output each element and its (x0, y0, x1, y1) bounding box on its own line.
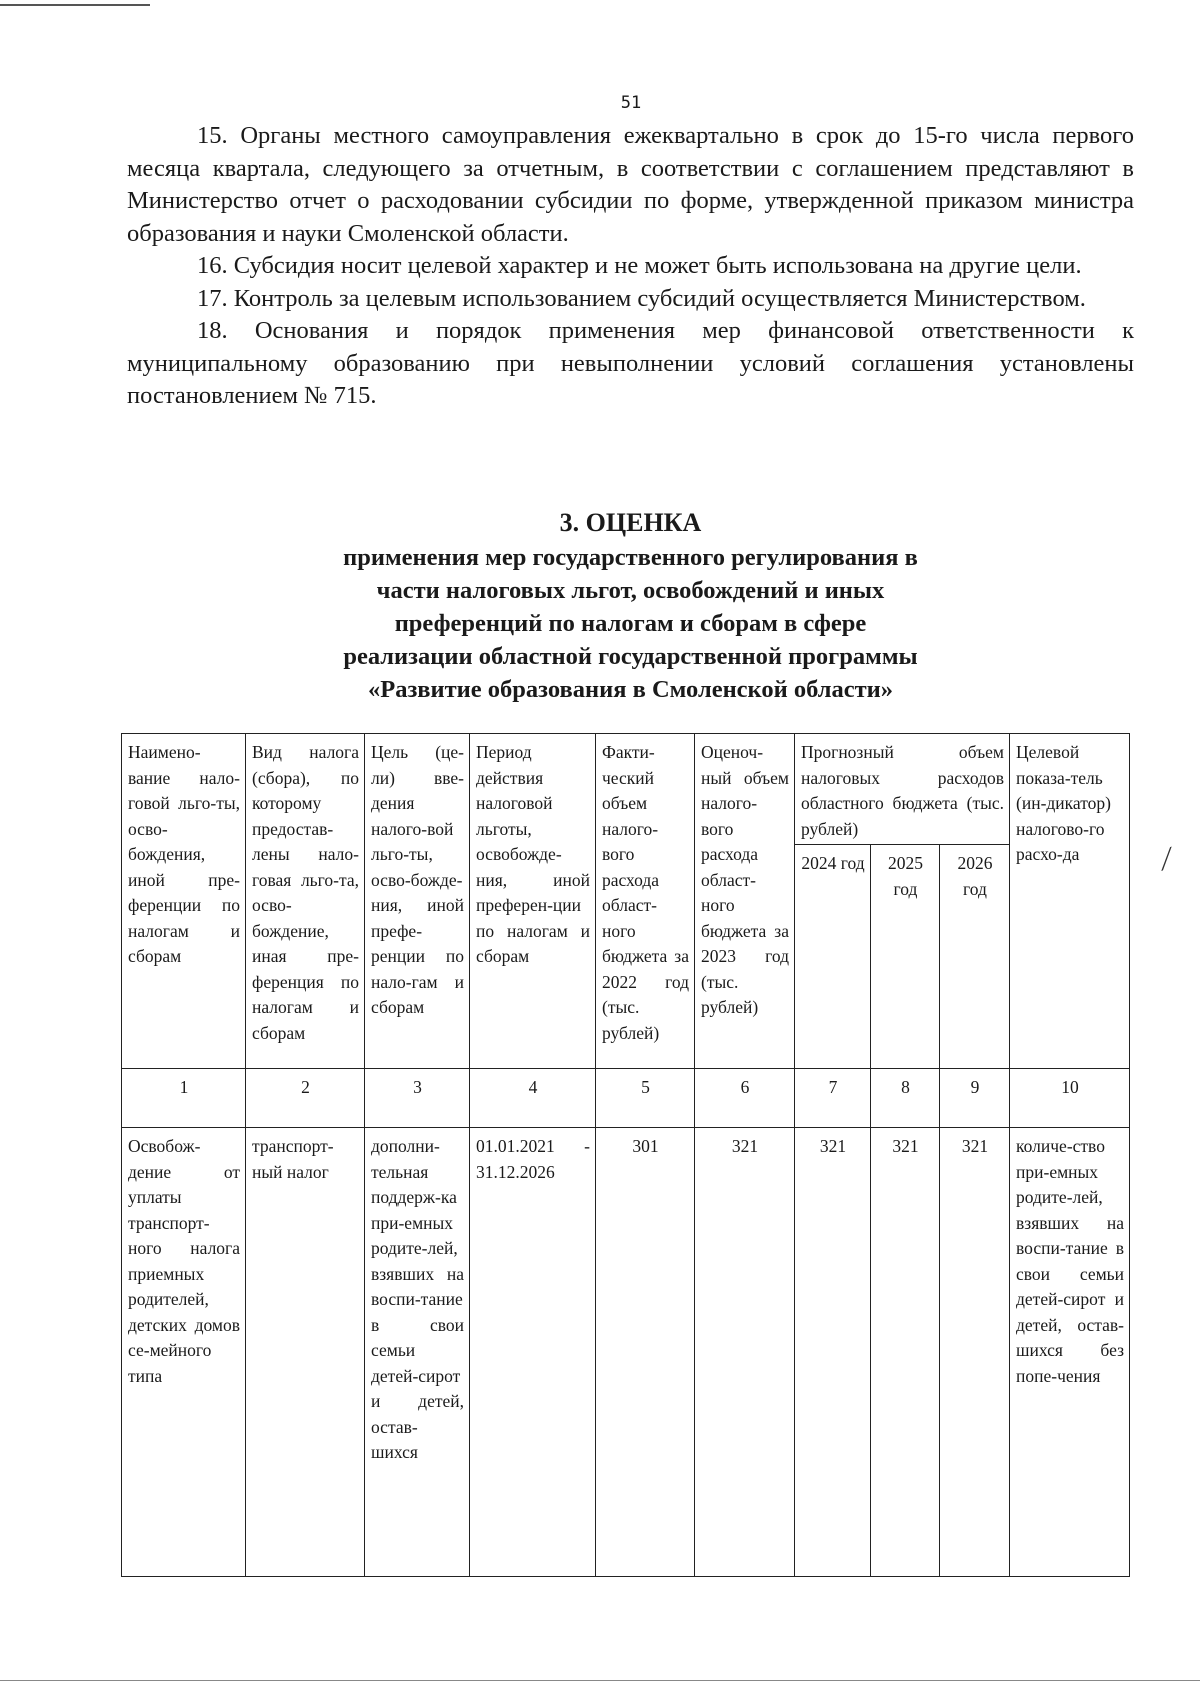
table-header-row (122, 734, 1130, 845)
header-cell: Наимено-вание нало-говой льго-ты, осво-бождения, иной пре-ференции по налогам и сборам (122, 734, 246, 1069)
section-heading (127, 506, 1134, 706)
column-number: 4 (470, 1069, 596, 1128)
scan-edge-line (0, 1680, 1200, 1681)
cell-indicator: количе-ство при-емных родите-лей, взявших на воспи-тание в свои семьи детей-сирот и детей, остав-шихся без попе-чения (1010, 1128, 1130, 1577)
header-cell-year: 2025 год (871, 845, 940, 1069)
section-title-line: применения мер государственного регулирования в (343, 544, 918, 571)
cell-actual-2022: 301 (596, 1128, 695, 1577)
header-cell: Цель (це-ли) вве-дения налого-вой льго-ты, осво-божде-ния, иной префе-ренции по нало-гам и сборам (365, 734, 470, 1069)
paragraph-18: 18. Основания и порядок применения мер финансовой ответственности к муниципальному образованию при невыполнении условий соглашения установлены постановлением № 715. (127, 317, 1134, 409)
column-number: 9 (940, 1069, 1010, 1128)
cell-benefit-name: Освобож-дение от уплаты транспорт-ного налога приемных родителей, детских домов се-мейного типа (122, 1128, 246, 1577)
cell-forecast-2024: 321 (795, 1128, 871, 1577)
page-number: 51 (620, 93, 642, 113)
cell-estimate-2023: 321 (695, 1128, 795, 1577)
column-number: 10 (1010, 1069, 1130, 1128)
tax-expenditure-table (121, 733, 1130, 1577)
header-cell-year: 2024 год (795, 845, 871, 1069)
cell-period: 01.01.2021 - 31.12.2026 (470, 1128, 596, 1577)
header-cell: Оценоч-ный объем налого-вого расхода област-ного бюджета за 2023 год (тыс. рублей) (695, 734, 795, 1069)
cell-forecast-2026: 321 (940, 1128, 1010, 1577)
section-title-line: части налоговых льгот, освобождений и иных (376, 577, 885, 604)
column-number-row (122, 1069, 1130, 1128)
section-title-line: преференций по налогам и сборам в сфере (394, 610, 867, 637)
header-cell: Факти-ческий объем налого-вого расхода област-ного бюджета за 2022 год (тыс. рублей) (596, 734, 695, 1069)
cell-forecast-2025: 321 (871, 1128, 940, 1577)
header-cell: Целевой показа-тель (ин-дикатор) налогово-го расхо-да (1010, 734, 1130, 1069)
header-cell: Период действия налоговой льготы, освобожде-ния, иной преферен-ции по налогам и сборам (470, 734, 596, 1069)
header-cell-year: 2026 год (940, 845, 1010, 1069)
column-number: 5 (596, 1069, 695, 1128)
scan-edge-line (0, 4, 150, 6)
body-text (127, 120, 1134, 413)
cell-tax-type: транспорт-ный налог (246, 1128, 365, 1577)
column-number: 8 (871, 1069, 940, 1128)
column-number: 2 (246, 1069, 365, 1128)
section-title-line: реализации областной государственной программы (343, 643, 918, 670)
paragraph-17: 17. Контроль за целевым использованием субсидий осуществляется Министерством. (197, 284, 1086, 312)
table-row (122, 1128, 1130, 1577)
paragraph-16: 16. Субсидия носит целевой характер и не может быть использована на другие цели. (197, 252, 1082, 279)
cell-goal: дополни-тельная поддерж-ка при-емных родите-лей, взявших на воспи-тание в свои семьи детей-сирот и детей, остав-шихся (365, 1128, 470, 1577)
header-cell: Вид налога (сбора), по которому предостав-лены нало-говая льго-та, осво-бождение, иная пре-ференция по налогам и сборам (246, 734, 365, 1069)
column-number: 3 (365, 1069, 470, 1128)
pen-mark: ⟋ (1153, 842, 1181, 877)
column-number: 1 (122, 1069, 246, 1128)
section-number: 3. ОЦЕНКА (559, 508, 702, 537)
column-number: 6 (695, 1069, 795, 1128)
paragraph-15: 15. Органы местного самоуправления ежеквартально в срок до 15-го числа первого месяца квартала, следующего за отчетным, в соответствии с соглашением представляют в Министерство отчет о расходовании субсидии по форме, утвержденной приказом министра образования и науки Смоленской области. (127, 122, 1134, 247)
section-title-line: «Развитие образования в Смоленской области» (367, 676, 893, 703)
column-number: 7 (795, 1069, 871, 1128)
header-cell-forecast: Прогнозный объем налоговых расходов областного бюджета (тыс. рублей) (795, 734, 1010, 845)
